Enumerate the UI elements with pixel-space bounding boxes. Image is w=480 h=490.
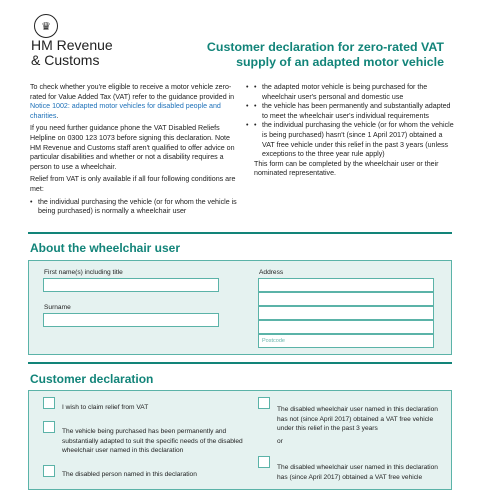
address-line-3[interactable] <box>258 306 434 320</box>
intro-paragraph-3: Relief from VAT is only available if all four following conditions are met: <box>30 175 236 193</box>
section-title-declaration: Customer declaration <box>30 372 154 386</box>
address-label: Address <box>259 269 284 276</box>
intro-paragraph-1 <box>30 83 238 121</box>
condition-2: • • the adapted motor vehicle is being purchased for the wheelchair user's personal and domestic use <box>254 83 454 102</box>
condition-1: • the individual purchasing the vehicle (or for whom the vehicle is being purchased) is normally a wheelchair user <box>38 198 238 217</box>
postcode-field[interactable]: Postcode <box>258 334 434 348</box>
first-name-field[interactable] <box>43 278 219 292</box>
intro-left-column <box>30 83 238 217</box>
declaration-or-text: or <box>277 438 283 445</box>
first-name-label: First name(s) including title <box>44 269 123 276</box>
condition-2-text: the adapted motor vehicle is being purchased for the wheelchair user's personal and domestic use <box>262 83 428 101</box>
conditions-list-left <box>30 198 238 217</box>
declaration-item-3: The disabled person named in this declaration <box>62 471 197 478</box>
conditions-list-right <box>254 83 454 160</box>
declaration-checkbox-4[interactable] <box>258 397 270 409</box>
declaration-item-4: The disabled wheelchair user named in this declaration has not (since April 2017) obtained a VAT free vehicle under this relief in the past 3 years <box>277 406 438 432</box>
org-line-2: & Customs <box>31 52 100 68</box>
declaration-checkbox-2[interactable] <box>43 421 55 433</box>
crest-icon: ♛ <box>34 14 58 38</box>
condition-3-text: the vehicle has been permanently and substantially adapted to meet the wheelchair user's individual requirements <box>262 102 451 120</box>
org-line-1: HM Revenue <box>31 37 113 53</box>
section-rule-about <box>28 232 452 234</box>
hmrc-logo <box>31 38 113 68</box>
condition-4: • • the individual purchasing the vehicle (or for whom the vehicle is being purchased) hasn't (since 1 April 2017) obtained a VAT free vehicle under this relief in the past 3 years (unless exceptions to the three year rule apply) <box>254 121 454 159</box>
section-title-about: About the wheelchair user <box>30 241 181 255</box>
declaration-checkbox-5[interactable] <box>258 456 270 468</box>
address-line-4[interactable] <box>258 320 434 334</box>
form-title <box>194 40 444 70</box>
intro-p1-text: To check whether you're eligible to receive a motor vehicle zero-rated for Value Added Tax (VAT) refer to the guidance provided in <box>30 83 235 101</box>
surname-field[interactable] <box>43 313 219 327</box>
declaration-item-2: The vehicle being purchased has been permanently and substantially adapted to suit the specific needs of the disabled wheelchair user named in this declaration <box>62 428 243 454</box>
address-line-1[interactable] <box>258 278 434 292</box>
address-line-2[interactable] <box>258 292 434 306</box>
intro-right-column <box>254 83 454 182</box>
condition-4-text: the individual purchasing the vehicle (or for whom the vehicle is being purchased) hasn't (since 1 April 2017) obtained a VAT free vehicle under this relief in the past 3 years (unless exceptions to the three year rule apply) <box>262 121 454 159</box>
intro-paragraph-2: If you need further guidance phone the VAT Disabled Reliefs Helpline on 0300 123 1073 before signing this declaration. Note HM Revenue and Customs staff aren't qualified to offer advice on particular disabilities and whether or not a disability requires a person to use a wheelchair. <box>30 124 235 171</box>
form-title-line-2: supply of an adapted motor vehicle <box>236 55 444 69</box>
condition-3: • • the vehicle has been permanently and substantially adapted to meet the wheelchair user's individual requirements <box>254 102 454 121</box>
section-rule-declaration <box>28 362 452 364</box>
declaration-checkbox-3[interactable] <box>43 465 55 477</box>
declaration-item-5: The disabled wheelchair user named in this declaration has (since April 2017) obtained a VAT free vehicle <box>277 464 438 481</box>
intro-p1-end: . <box>56 111 59 120</box>
declaration-item-1: I wish to claim relief from VAT <box>62 404 149 411</box>
surname-label: Surname <box>44 304 71 311</box>
intro-paragraph-4: This form can be completed by the wheelchair user or their nominated representative. <box>254 159 439 178</box>
declaration-checkbox-1[interactable] <box>43 397 55 409</box>
notice-1002-link[interactable]: Notice 1002: adapted motor vehicles for disabled people and charities <box>30 102 221 120</box>
form-title-line-1: Customer declaration for zero-rated VAT <box>206 40 444 54</box>
